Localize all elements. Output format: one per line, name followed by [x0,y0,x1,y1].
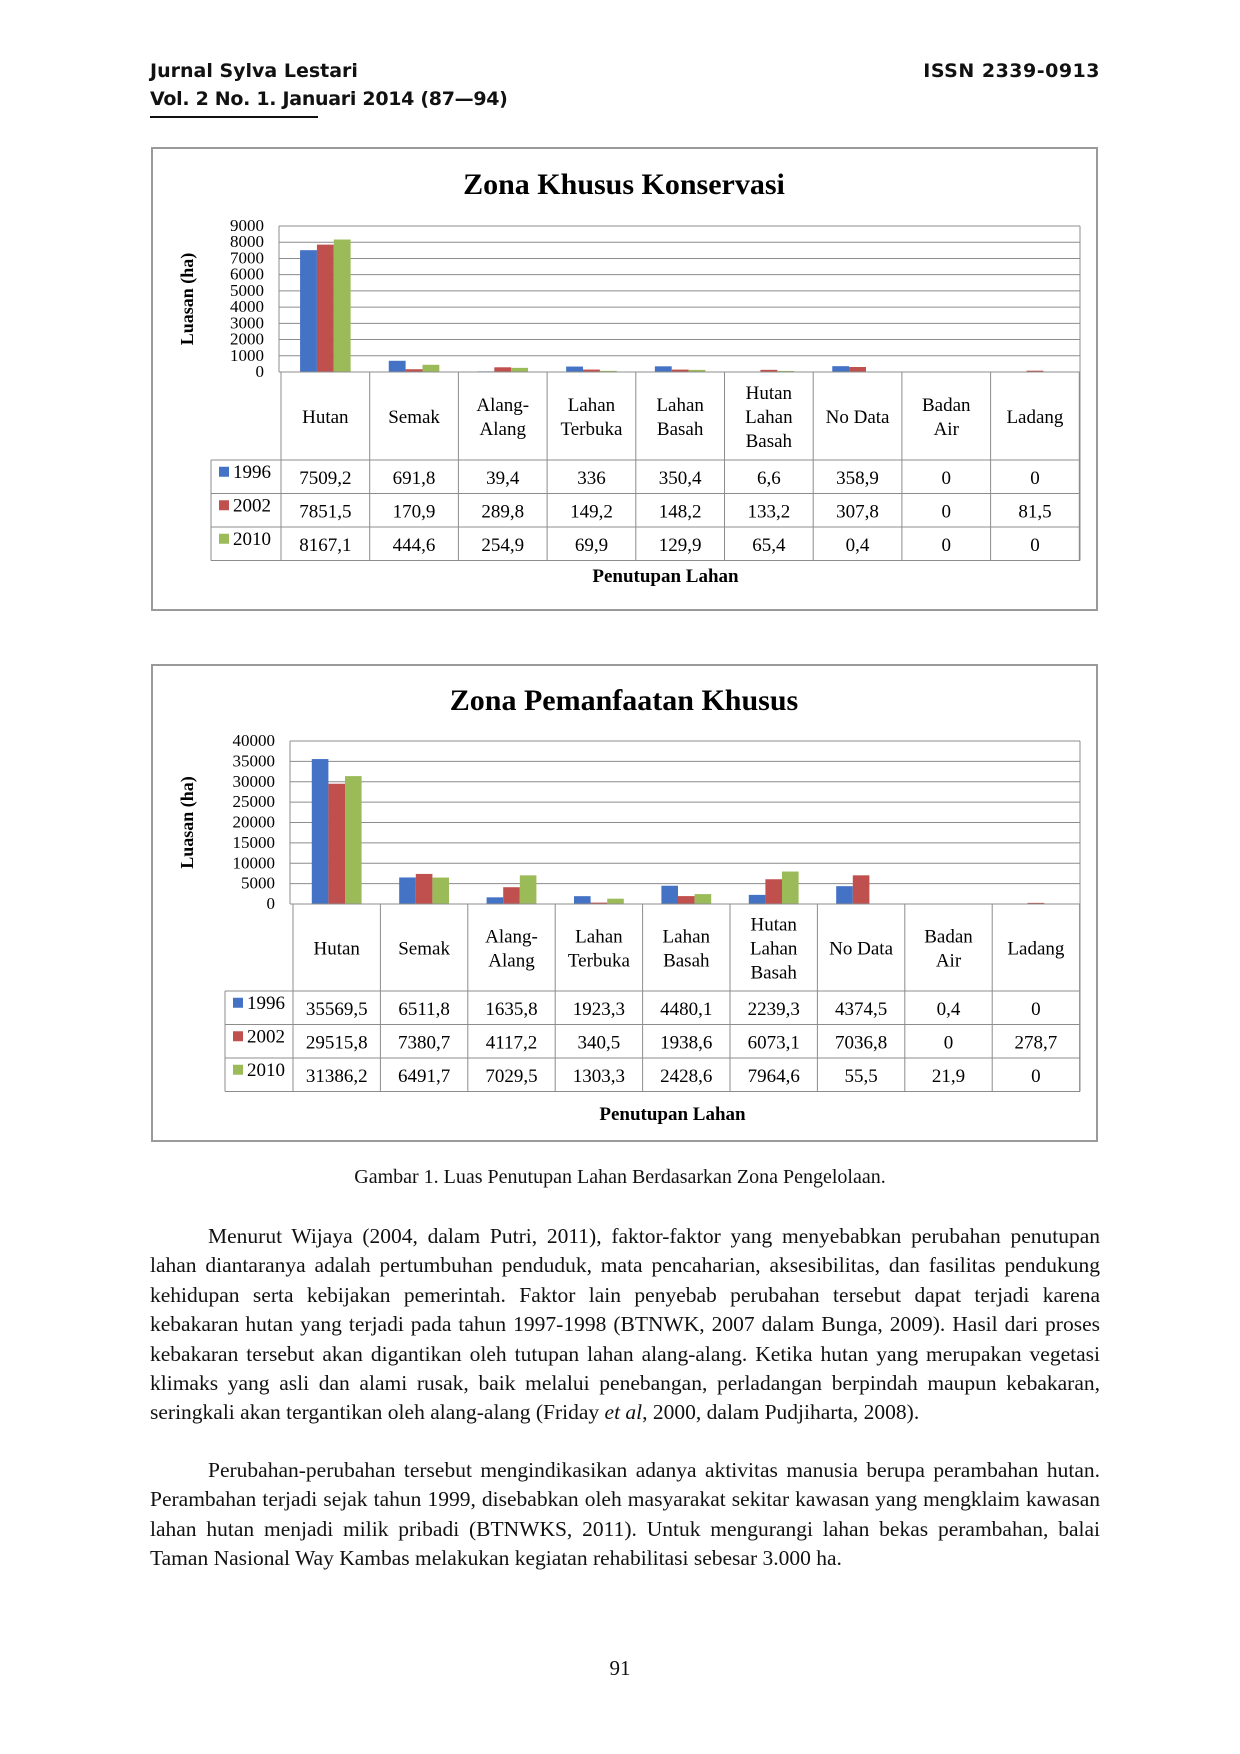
bar-2010 [422,365,439,372]
category-label: Ladang [1006,407,1064,428]
y-tick-label: 30000 [232,771,275,791]
bar-1996 [832,366,849,372]
category-label: Basah [656,419,704,440]
data-table-value: 31386,2 [305,1065,368,1087]
journal-name: Jurnal Sylva Lestari [150,60,358,82]
category-label: Badan [921,395,971,416]
chart-title: Zona Pemanfaatan Khusus [449,684,799,717]
data-table-value: 39,4 [486,467,520,489]
bar-2002 [416,874,433,904]
data-table-value: 129,9 [658,534,702,556]
chart-zona-khusus-konservasi [151,147,1098,611]
category-label: Air [933,419,959,440]
data-table-value: 0 [941,534,951,556]
y-tick-label: 3000 [230,313,264,333]
chart-title: Zona Khusus Konservasi [463,168,785,201]
category-label: Ladang [1007,938,1065,960]
data-table-value: 8167,1 [299,534,352,556]
category-label: Hutan [302,407,349,428]
data-table-value: 0 [1030,467,1040,489]
data-table-value: 4480,1 [660,998,713,1020]
data-table-value: 7380,7 [397,1032,451,1054]
data-table-value: 55,5 [844,1065,878,1087]
data-table-value: 0 [943,1032,954,1054]
bar-2002 [317,245,334,372]
category-label: Basah [750,962,797,984]
data-table-value: 358,9 [836,467,879,489]
y-axis-label: Luasan (ha) [177,776,197,869]
data-table-value: 7029,5 [485,1065,538,1087]
header-rule [150,116,318,118]
data-table-value: 0 [941,467,951,489]
category-label: Hutan [745,383,793,404]
category-label: Lahan [575,926,623,948]
category-label: Semak [398,938,450,960]
data-table-value: 307,8 [836,501,879,523]
bar-2002 [678,896,695,904]
legend-label: 2010 [247,1059,285,1081]
data-table-value: 7851,5 [299,501,352,523]
data-table-value: 336 [577,467,606,489]
bar-2010 [432,878,449,904]
bar-2002 [853,875,870,904]
chart-zona-pemanfaatan-khusus [151,664,1098,1142]
data-table-value: 0,4 [845,534,870,556]
category-label: Alang [479,419,526,440]
bar-2010 [345,776,362,904]
data-table-value: 4374,5 [834,998,888,1020]
legend-key-1996 [233,998,243,1008]
data-table-value: 6073,1 [747,1032,800,1054]
y-tick-label: 7000 [230,248,264,268]
bar-1996 [399,877,416,904]
y-tick-label: 4000 [230,297,264,317]
bar-2002 [494,367,511,372]
category-label: Terbuka [560,419,623,440]
legend-label: 1996 [233,461,271,483]
data-table-value: 7036,8 [834,1032,888,1054]
data-table-value: 133,2 [747,501,791,523]
bar-2010 [511,368,528,372]
bar-2010 [695,894,712,904]
bar-2010 [607,899,624,904]
y-axis-label: Luasan (ha) [177,252,197,346]
data-table-value: 1923,3 [572,998,626,1020]
y-tick-label: 35000 [232,751,275,771]
data-table-value: 2428,6 [660,1065,713,1087]
legend-key-2002 [233,1031,243,1041]
figure-caption: Gambar 1. Luas Penutupan Lahan Berdasarkan Zona Pengelolaan. [354,1166,886,1188]
chart-svg-konservasi [153,149,1096,609]
data-table-value: 81,5 [1018,501,1052,523]
y-tick-label: 5000 [230,280,264,300]
y-tick-label: 10000 [232,853,275,873]
category-label: Basah [745,431,793,452]
data-table-value: 69,9 [574,534,609,556]
data-table-value: 6,6 [756,467,781,489]
bar-1996 [749,895,766,904]
data-table-value: 1303,3 [572,1065,626,1087]
paragraph-1-text-end: , 2000, dalam Pudjiharta, 2008). [642,1400,920,1425]
y-tick-label: 0 [266,894,275,913]
category-label: Lahan [656,395,704,416]
bar-1996 [574,896,591,904]
y-tick-label: 6000 [230,264,264,284]
category-label: Hutan [750,914,797,936]
bar-2002 [849,367,866,372]
bar-2010 [520,875,537,904]
data-table-value: 444,6 [392,534,436,556]
data-table-value: 278,7 [1014,1032,1058,1054]
category-label: Alang- [476,395,530,416]
legend-label: 1996 [247,992,285,1014]
legend-key-2002 [219,500,229,510]
category-label: Alang [488,950,535,972]
legend-label: 2002 [247,1026,285,1048]
bar-2002 [503,887,520,904]
data-table-value: 254,9 [481,534,525,556]
category-label: Semak [388,407,440,428]
bar-1996 [312,759,329,904]
journal-volume: Vol. 2 No. 1. Januari 2014 (87—94) [150,88,508,110]
data-table-value: 35569,5 [305,998,368,1020]
category-label: No Data [829,938,894,960]
journal-issn: ISSN 2339-0913 [923,60,1100,82]
category-label: Basah [663,950,710,972]
data-table-value: 0 [1031,1065,1041,1087]
y-tick-label: 9000 [230,216,264,235]
y-tick-label: 40000 [232,731,275,750]
bar-2010 [334,240,351,372]
bar-1996 [487,897,504,904]
bar-1996 [655,366,672,372]
category-label: No Data [825,407,890,428]
data-table-value: 0 [941,501,951,523]
bar-1996 [661,886,678,904]
data-table-value: 4117,2 [485,1032,538,1054]
legend-key-2010 [219,534,229,544]
y-tick-label: 25000 [232,792,275,812]
bar-2002 [765,879,782,904]
data-table-value: 1938,6 [660,1032,713,1054]
bar-2002 [328,784,345,904]
data-table-value: 340,5 [577,1032,621,1054]
data-table-value: 7509,2 [299,467,352,489]
data-table-value: 0 [1031,998,1041,1020]
bar-1996 [389,361,406,372]
bar-1996 [566,367,583,372]
y-tick-label: 8000 [230,232,264,252]
chart-svg-pemanfaatan [153,666,1096,1140]
category-label: Lahan [662,926,711,948]
x-axis-label: Penutupan Lahan [599,1104,746,1125]
data-table-value: 148,2 [658,501,702,523]
category-label: Lahan [567,395,616,416]
data-table-value: 6491,7 [397,1065,451,1087]
body-paragraph-1 [150,1222,1100,1428]
y-tick-label: 5000 [241,873,275,893]
data-table-value: 350,4 [658,467,702,489]
category-label: Badan [924,926,973,948]
legend-key-2010 [233,1065,243,1075]
data-table-value: 170,9 [392,501,436,523]
data-table-value: 0,4 [936,998,961,1020]
y-tick-label: 1000 [230,345,264,365]
x-axis-label: Penutupan Lahan [592,566,739,587]
category-label: Lahan [749,938,798,960]
paragraph-1-text: Menurut Wijaya (2004, dalam Putri, 2011), faktor-faktor yang menyebabkan perubahan penutupan lahan diantaranya adalah pertumbuhan penduduk, mata pencaharian, aksesibilitas, dan fasilitas pendukung kehidupan serta kebijakan pemerintah. Faktor lain penyebab perubahan tersebut dapat terjadi karena kebakaran hutan yang terjadi pada tahun 1997-1998 (BTNWK, 2007 dalam Bunga, 2009). Hasil dari proses kebakaran tersebut akan digantikan oleh tutupan lahan alang-alang. Ketika hutan yang merupakan vegetasi klimaks yang asli dan alami rusak, baik melalui penebangan, perladangan berpindah maupun kebakaran, seringkali akan tergantikan oleh alang-alang (Friday [150,1224,1100,1425]
data-table-value: 21,9 [931,1065,966,1087]
category-label: Alang- [485,926,538,948]
data-table-value: 6511,8 [398,998,450,1020]
data-table-value: 29515,8 [305,1032,368,1054]
y-tick-label: 15000 [232,832,275,852]
y-tick-label: 2000 [230,329,264,349]
bar-1996 [836,886,853,904]
paragraph-1-italic: et al [604,1400,643,1425]
category-label: Lahan [745,407,793,428]
legend-label: 2010 [233,528,271,550]
category-label: Hutan [313,938,360,960]
data-table-value: 1635,8 [485,998,538,1020]
data-table-value: 289,8 [481,501,525,523]
y-tick-label: 20000 [232,812,275,832]
body-paragraph-2: Perubahan-perubahan tersebut mengindikasikan adanya aktivitas manusia berupa perambahan hutan. Perambahan terjadi sejak tahun 1999, disebabkan oleh masyarakat sekitar kawasan yang mengklaim kawasan lahan hutan menjadi milik pribadi (BTNWKS, 2011). Untuk mengurangi lahan bekas perambahan, balai Taman Nasional Way Kambas melakukan kegiatan rehabilitasi sebesar 3.000 ha. [150,1458,1100,1571]
data-table-value: 7964,6 [747,1065,800,1087]
legend-key-1996 [219,467,229,477]
data-table-value: 149,2 [570,501,613,523]
data-table-value: 0 [1030,534,1040,556]
category-label: Terbuka [567,950,630,972]
data-table-value: 65,4 [752,534,786,556]
bar-1996 [300,250,317,372]
y-tick-label: 0 [255,362,264,381]
category-label: Air [935,950,962,972]
data-table-value: 2239,3 [747,998,800,1020]
data-table-value: 691,8 [392,467,436,489]
page-number: 91 [609,1656,631,1680]
legend-label: 2002 [233,495,271,517]
bar-2010 [782,872,799,904]
